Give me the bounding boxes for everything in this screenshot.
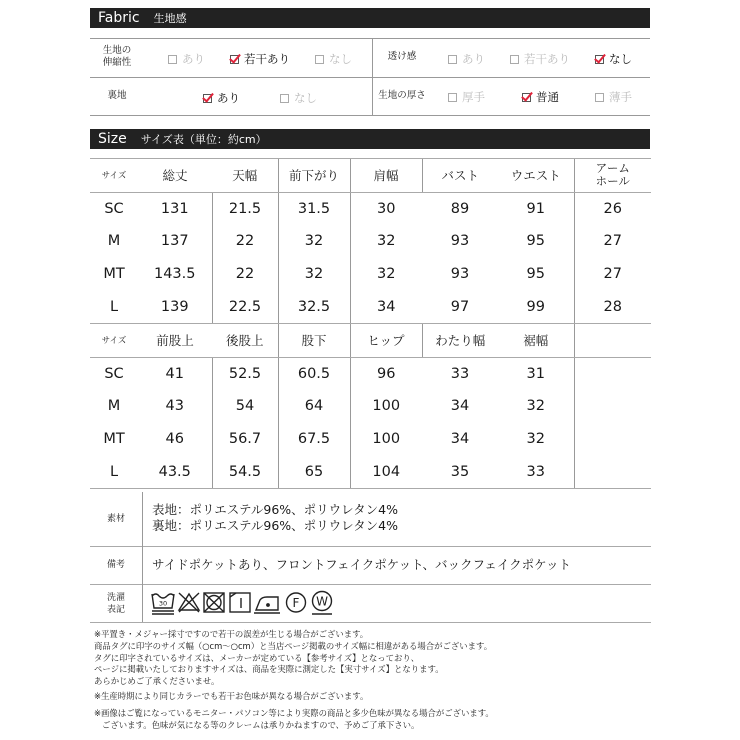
wet-clean-w-icon xyxy=(312,592,332,615)
size-cell: SC xyxy=(104,365,124,382)
size-cell: M xyxy=(107,398,121,415)
value-cell: 34 xyxy=(350,290,422,323)
lining-option-yes: あり xyxy=(203,90,240,106)
value-cell: 56.7 xyxy=(212,423,278,456)
column-header: 肩幅 xyxy=(350,159,422,193)
wash-30-gentle-icon xyxy=(152,594,174,614)
material-section xyxy=(90,492,651,547)
value-cell: 22.5 xyxy=(212,290,278,323)
table-row xyxy=(90,258,651,291)
value-cell: 32 xyxy=(526,431,545,448)
note-line: 商品タグに印字のサイズ幅（○cm〜○cm）と当店ページ掲載のサイズ幅に相違がある場合がございます。 xyxy=(94,640,493,651)
material-line-1: 表地：ポリエステル96%、ポリウレタン4% xyxy=(152,502,398,517)
table-row xyxy=(90,390,651,423)
size-cell: L xyxy=(90,290,138,323)
column-header xyxy=(574,159,651,193)
value-cell: 54.5 xyxy=(212,455,278,488)
value-cell: 93 xyxy=(450,233,470,250)
care-label: 洗濯 表記 xyxy=(106,593,125,615)
value-cell xyxy=(574,423,651,456)
stretch-option-no: なし xyxy=(315,51,352,67)
value-cell: 32 xyxy=(526,398,545,415)
value-cell: 137 xyxy=(160,233,189,250)
value-cell: 33 xyxy=(498,455,574,488)
stretch-label: 生地の 伸縮性 xyxy=(102,45,132,68)
value-cell: 33 xyxy=(450,365,470,382)
svg-text:30: 30 xyxy=(158,599,168,608)
note-line: ※平置き・メジャー採寸ですので若干の誤差が生じる場合がございます。 xyxy=(94,629,369,639)
value-cell: 97 xyxy=(422,290,498,323)
sheer-option-slight: 若干あり xyxy=(510,51,570,67)
value-cell: 34 xyxy=(450,431,470,448)
size-header-jp: サイズ表（単位：約cm） xyxy=(140,133,267,146)
column-header: 股下 xyxy=(278,323,350,357)
table-row xyxy=(90,225,651,258)
svg-text:F: F xyxy=(292,596,300,610)
value-cell: 32 xyxy=(278,258,350,291)
note-line: ページに掲載いたしておりますサイズは、商品を実際に測定した【実寸サイズ】となります。 xyxy=(94,664,444,675)
lining-option-no: なし xyxy=(280,90,317,106)
value-cell: 31.5 xyxy=(278,192,350,225)
value-cell: 131 xyxy=(160,200,189,217)
care-section xyxy=(90,584,651,623)
value-cell: 54 xyxy=(212,390,278,423)
value-cell: 22 xyxy=(212,225,278,258)
checkbox-icon xyxy=(280,94,289,103)
value-cell: 95 xyxy=(526,266,545,283)
size-table xyxy=(90,158,651,489)
note-line: ※画像はご覧になっているモニター・パソコン等により実際の商品と多少色味が異なる場合がございます。 xyxy=(94,707,494,718)
table-row xyxy=(90,357,651,390)
value-cell: 100 xyxy=(350,423,422,456)
thickness-option-normal: 普通 xyxy=(522,89,559,105)
checkmark-icon xyxy=(522,93,531,102)
checkbox-icon xyxy=(315,55,324,64)
value-cell: 139 xyxy=(138,290,212,323)
value-cell: 27 xyxy=(574,225,651,258)
column-header: ウエスト xyxy=(498,159,574,193)
table-row xyxy=(90,455,651,488)
column-header: 裾幅 xyxy=(498,323,574,357)
checkmark-icon xyxy=(230,55,239,64)
size-cell: M xyxy=(107,233,121,250)
value-cell: 22 xyxy=(212,258,278,291)
value-cell: 91 xyxy=(526,200,545,217)
table-row xyxy=(90,423,651,456)
fabric-header-jp: 生地感 xyxy=(153,12,187,25)
size-cell: L xyxy=(90,455,138,488)
table-row xyxy=(90,290,651,323)
checkbox-icon xyxy=(595,93,604,102)
value-cell: 32.5 xyxy=(278,290,350,323)
column-header: 前股上 xyxy=(138,323,212,357)
remarks-text: サイドポケットあり、フロントフェイクポケット、バックフェイクポケット xyxy=(152,557,572,572)
column-header: 後股上 xyxy=(212,323,278,357)
fabric-header-en: Fabric xyxy=(98,10,140,26)
fabric-header xyxy=(90,8,650,28)
size-cell: MT xyxy=(103,431,125,448)
value-cell: 100 xyxy=(350,390,422,423)
remarks-section xyxy=(90,546,651,585)
material-label: 素材 xyxy=(106,514,125,524)
table-header-row xyxy=(90,159,651,193)
value-cell xyxy=(574,390,651,423)
armhole-label-2: ホール xyxy=(595,174,630,189)
sheer-label: 透け感 xyxy=(387,51,417,62)
value-cell: 46 xyxy=(165,431,184,448)
column-header: ヒップ xyxy=(350,323,422,357)
value-cell: 30 xyxy=(350,192,422,225)
checkbox-icon xyxy=(448,55,457,64)
stretch-option-slight: 若干あり xyxy=(230,51,290,67)
value-cell: 28 xyxy=(574,290,651,323)
value-cell: 60.5 xyxy=(278,357,350,390)
column-header: わたり幅 xyxy=(422,323,498,357)
fabric-table xyxy=(90,38,650,116)
size-header xyxy=(90,129,650,149)
value-cell: 52.5 xyxy=(212,357,278,390)
column-header xyxy=(574,323,651,357)
thickness-option-thin: 薄手 xyxy=(595,89,632,105)
value-cell: 31 xyxy=(526,365,545,382)
value-cell: 96 xyxy=(350,357,422,390)
column-header: 前下がり xyxy=(278,159,350,193)
size-col-label: サイズ xyxy=(90,323,138,357)
material-line-2: 裏地：ポリエステル96%、ポリウレタン4% xyxy=(152,518,398,533)
value-cell: 32 xyxy=(278,225,350,258)
value-cell: 34 xyxy=(450,398,470,415)
care-symbols xyxy=(150,590,360,618)
checkbox-icon xyxy=(448,93,457,102)
iron-low-icon xyxy=(254,597,280,613)
value-cell: 43 xyxy=(165,398,184,415)
value-cell: 104 xyxy=(350,455,422,488)
no-tumble-dry-icon xyxy=(204,593,224,612)
value-cell xyxy=(574,357,651,390)
checkbox-icon xyxy=(168,55,177,64)
note-line: ※生産時期により同じカラーでも若干お色味が異なる場合がございます。 xyxy=(94,690,369,701)
column-header: バスト xyxy=(422,159,498,193)
table-row xyxy=(90,192,651,225)
checkbox-icon xyxy=(510,55,519,64)
value-cell: 21.5 xyxy=(212,192,278,225)
lining-label: 裏地 xyxy=(107,90,127,101)
sheer-option-no: なし xyxy=(595,51,632,67)
thickness-label: 生地の厚さ xyxy=(378,90,426,101)
stretch-option-yes: あり xyxy=(168,51,205,67)
value-cell: 27 xyxy=(574,258,651,291)
thickness-option-thick: 厚手 xyxy=(448,89,485,105)
value-cell: 99 xyxy=(498,290,574,323)
checkmark-icon xyxy=(203,94,212,103)
line-dry-shade-icon xyxy=(230,593,250,612)
table-header-row xyxy=(90,323,651,357)
value-cell: 26 xyxy=(574,192,651,225)
column-header: 総丈 xyxy=(138,159,212,193)
size-col-label: サイズ xyxy=(90,159,138,193)
value-cell: 95 xyxy=(526,233,545,250)
note-line: あらかじめご了承くださいませ。 xyxy=(94,676,220,687)
armhole-label-1: アーム xyxy=(595,161,630,176)
sheer-option-yes: あり xyxy=(448,51,485,67)
value-cell: 32 xyxy=(350,225,422,258)
value-cell: 43.5 xyxy=(138,455,212,488)
value-cell: 143.5 xyxy=(153,266,196,283)
checkmark-icon xyxy=(595,55,604,64)
svg-text:W: W xyxy=(316,594,328,609)
value-cell: 32 xyxy=(350,258,422,291)
column-header: 天幅 xyxy=(212,159,278,193)
no-bleach-icon xyxy=(179,593,199,612)
size-cell: MT xyxy=(103,266,125,283)
value-cell: 65 xyxy=(278,455,350,488)
note-line: ございます。色味が気になる等のクレームは承りかねますので、予めご了承下さい。 xyxy=(102,719,420,730)
remarks-label: 備考 xyxy=(106,560,125,570)
value-cell xyxy=(574,455,651,488)
value-cell: 35 xyxy=(422,455,498,488)
value-cell: 93 xyxy=(450,266,470,283)
value-cell: 41 xyxy=(165,365,184,382)
size-header-en: Size xyxy=(98,131,127,147)
note-line: タグに印字されているサイズは、メーカーが定めている【参考サイズ】となっており、 xyxy=(94,652,420,663)
value-cell: 89 xyxy=(450,200,470,217)
value-cell: 67.5 xyxy=(278,423,350,456)
dry-clean-f-icon xyxy=(287,593,306,612)
size-cell: SC xyxy=(104,200,124,217)
value-cell: 64 xyxy=(278,390,350,423)
notes xyxy=(94,629,654,731)
